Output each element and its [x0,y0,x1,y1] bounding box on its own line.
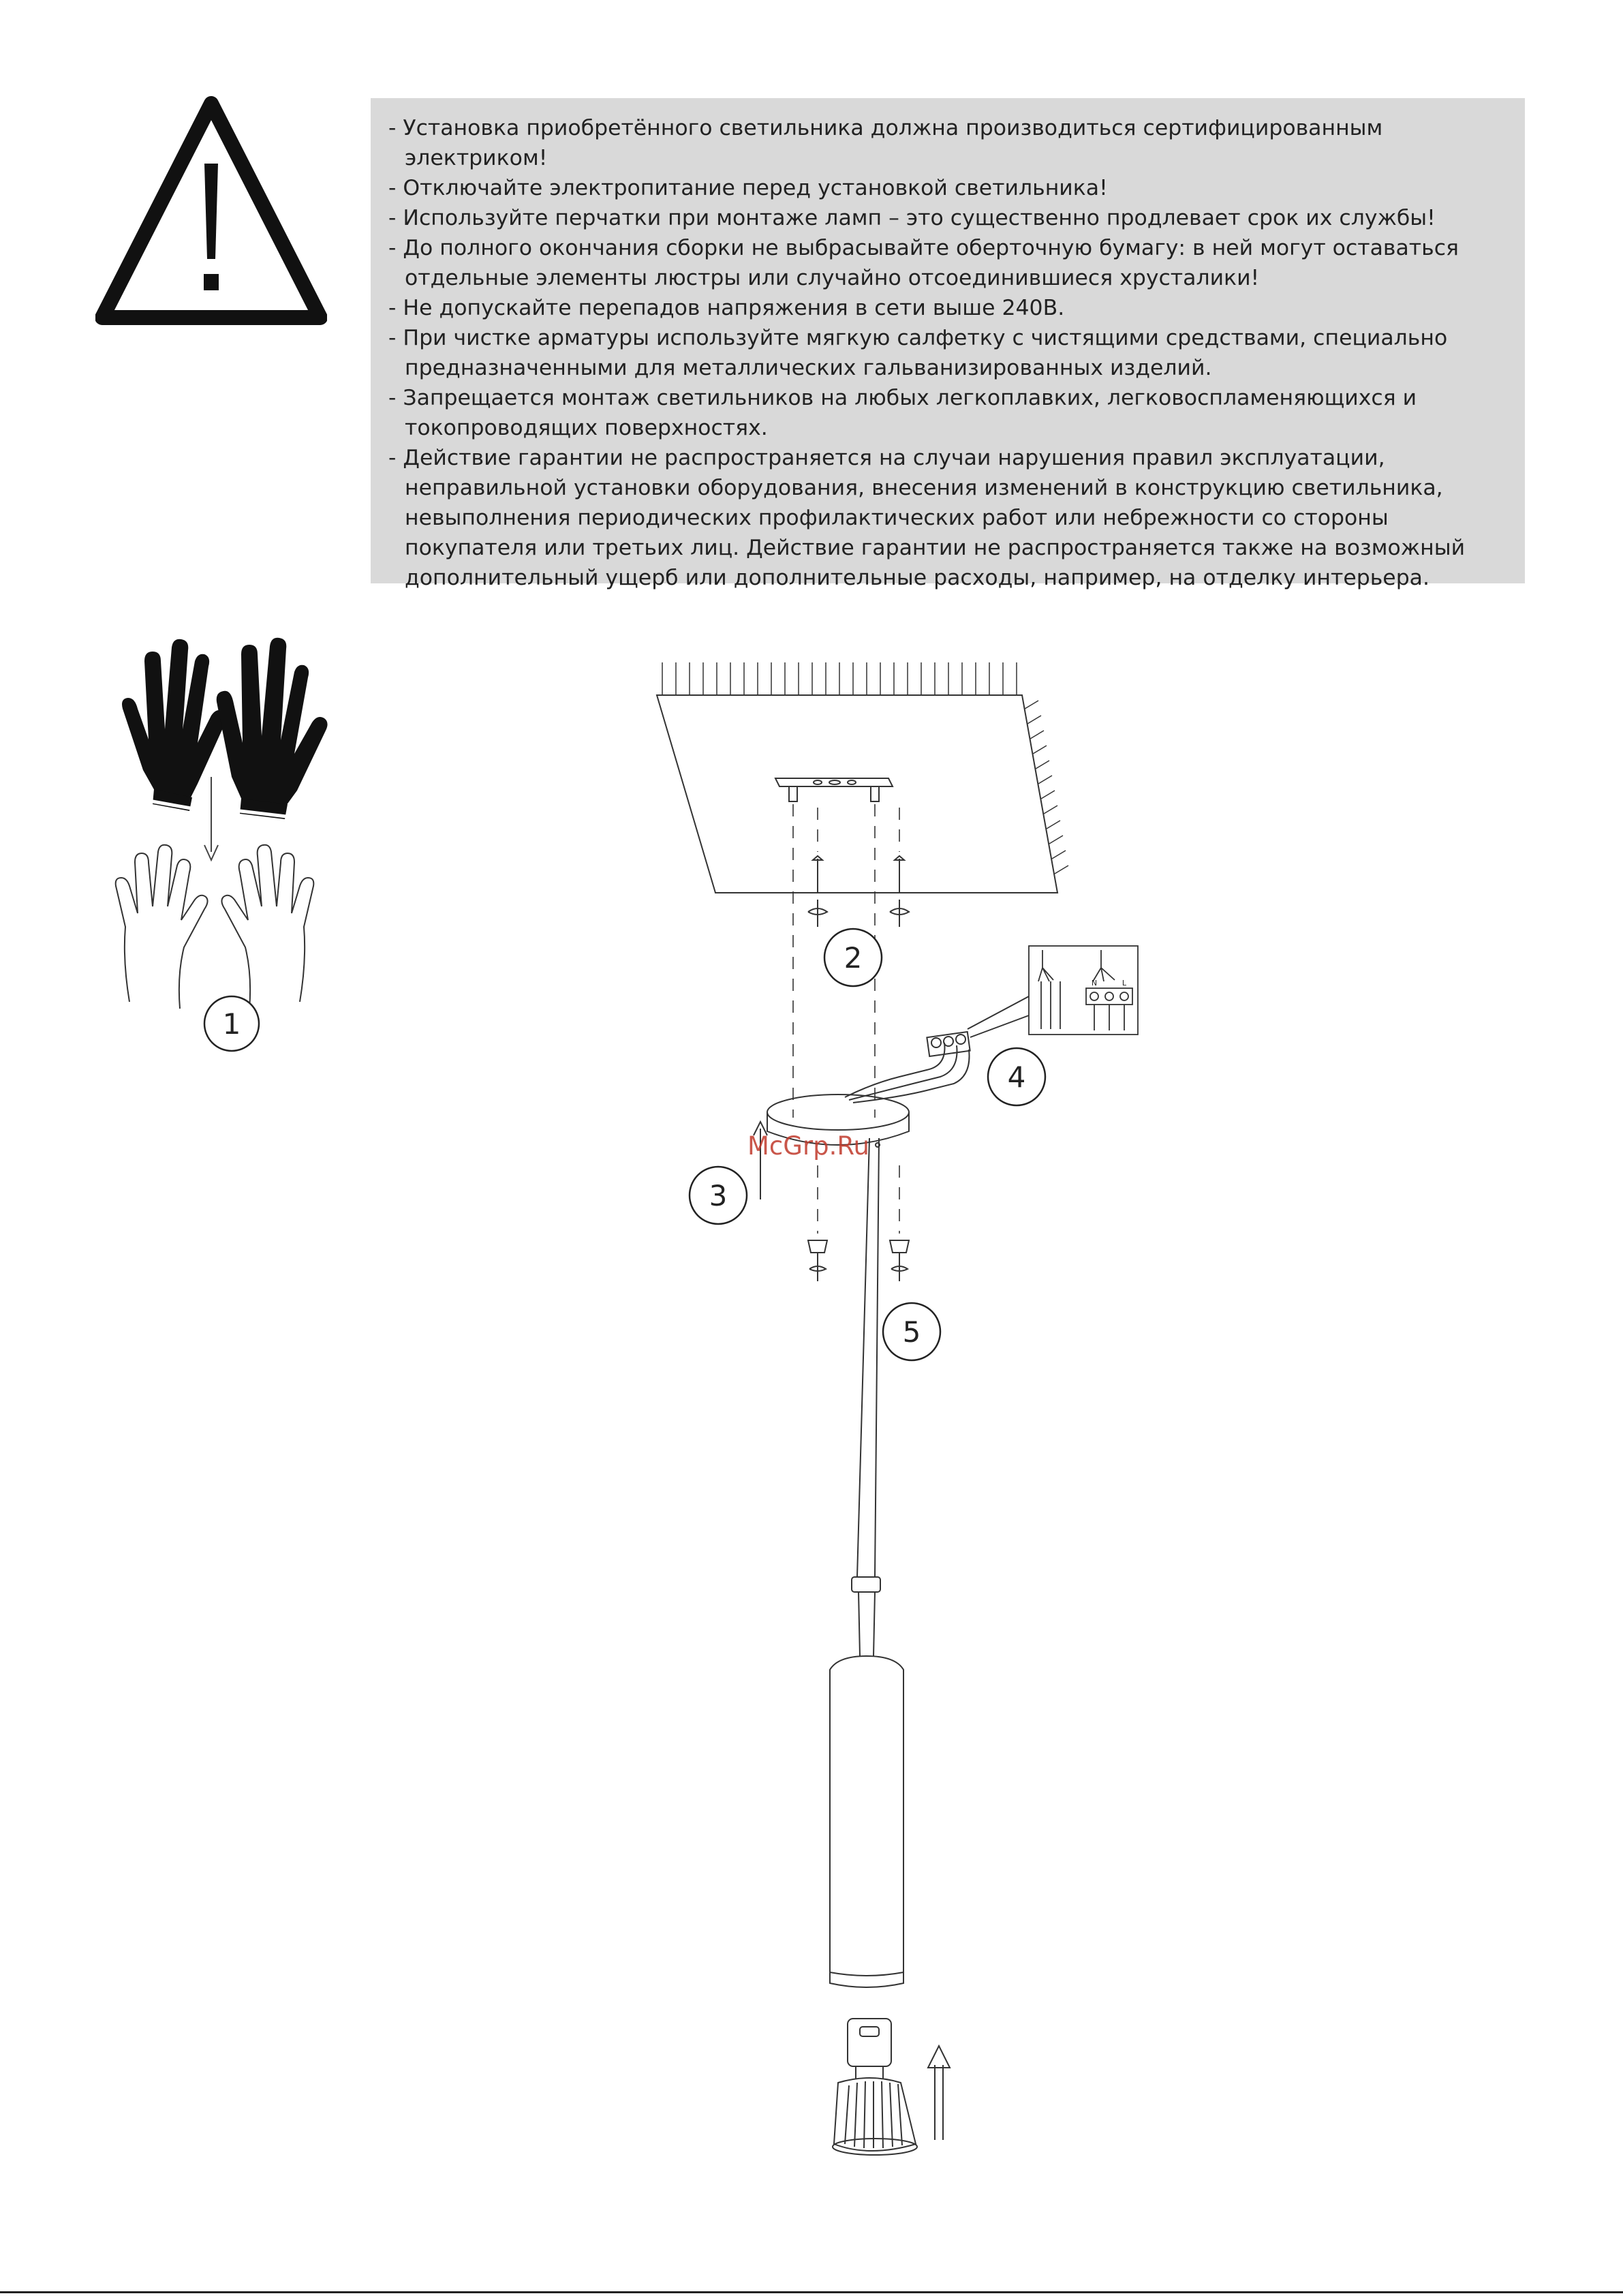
notice-item: - Действие гарантии не распространяется на случаи нарушения правил эксплуатации, неправильной установки оборудования, внесения изменений в конструкцию светильника, невыполнения периодических профилактических работ или небрежности со стороны покупателя или третьих лиц. Действие гарантии не распространяется также на возможный дополнительный ущерб или дополнительные расходы, например, на отделку интерьера. [388,446,1466,590]
step-number-5: 5 [902,1315,921,1349]
gloves-icon [122,638,341,819]
terminal-detail [1029,946,1138,1035]
notice-item: - Используйте перчатки при монтаже ламп – это существенно продлевает срок их службы! [388,206,1436,230]
gloves-step-illustration [95,607,341,1056]
step-number-3: 3 [709,1179,728,1212]
ceiling-hatching [662,662,1068,874]
notice-item: - Не допускайте перепадов напряжения в сети выше 240В. [388,296,1065,320]
suspension-rod [852,1138,880,1656]
step-callout-2 [824,929,882,986]
notice-item: - Отключайте электропитание перед установкой светильника! [388,176,1108,200]
notice-item: - Установка приобретённого светильника должна производиться сертифицированным электриком! [388,116,1383,170]
pendant-assembly-diagram [613,647,1213,2167]
ceiling-surface [657,695,1057,893]
canopy-screw [808,1240,909,1281]
gu10-bulb-icon [833,2019,917,2155]
safety-notice-box [371,98,1525,590]
safety-notice-list [388,113,1507,593]
terminal-labels [1092,979,1127,988]
bare-hands-icon [116,845,314,1009]
lamp-body [830,1656,903,1987]
terminal-label-l: L [1122,979,1127,988]
step-callout-5 [883,1303,940,1360]
bottom-rule [0,2291,1623,2293]
step-number-4: 4 [1007,1060,1026,1094]
terminal-label-n: N [1091,979,1098,988]
warning-triangle-icon [95,95,327,327]
terminal-block [927,1032,970,1056]
notice-item: - До полного окончания сборки не выбрасывайте оберточную бумагу: в ней могут оставаться отдельные элементы люстры или случайно отсоединившиеся хрусталики! [388,236,1459,290]
notice-item: - При чистке арматуры используйте мягкую салфетку с чистящими средствами, специально предназначенными для металлических гальванизированных изделий. [388,326,1448,380]
step-number-1: 1 [222,1007,241,1041]
watermark: McGrp.Ru [747,1131,869,1161]
step-callout-4 [988,1048,1045,1105]
mounting-bracket [775,778,893,786]
ceiling-screw [813,856,904,893]
notice-item: - Запрещается монтаж светильников на любых легкоплавких, легковоспламеняющихся и токопроводящих поверхностях. [388,386,1417,440]
wall-plug [808,900,909,927]
step-number-2: 2 [844,941,863,975]
step-callout-3 [690,1167,747,1224]
up-arrow-icon [928,2046,950,2140]
